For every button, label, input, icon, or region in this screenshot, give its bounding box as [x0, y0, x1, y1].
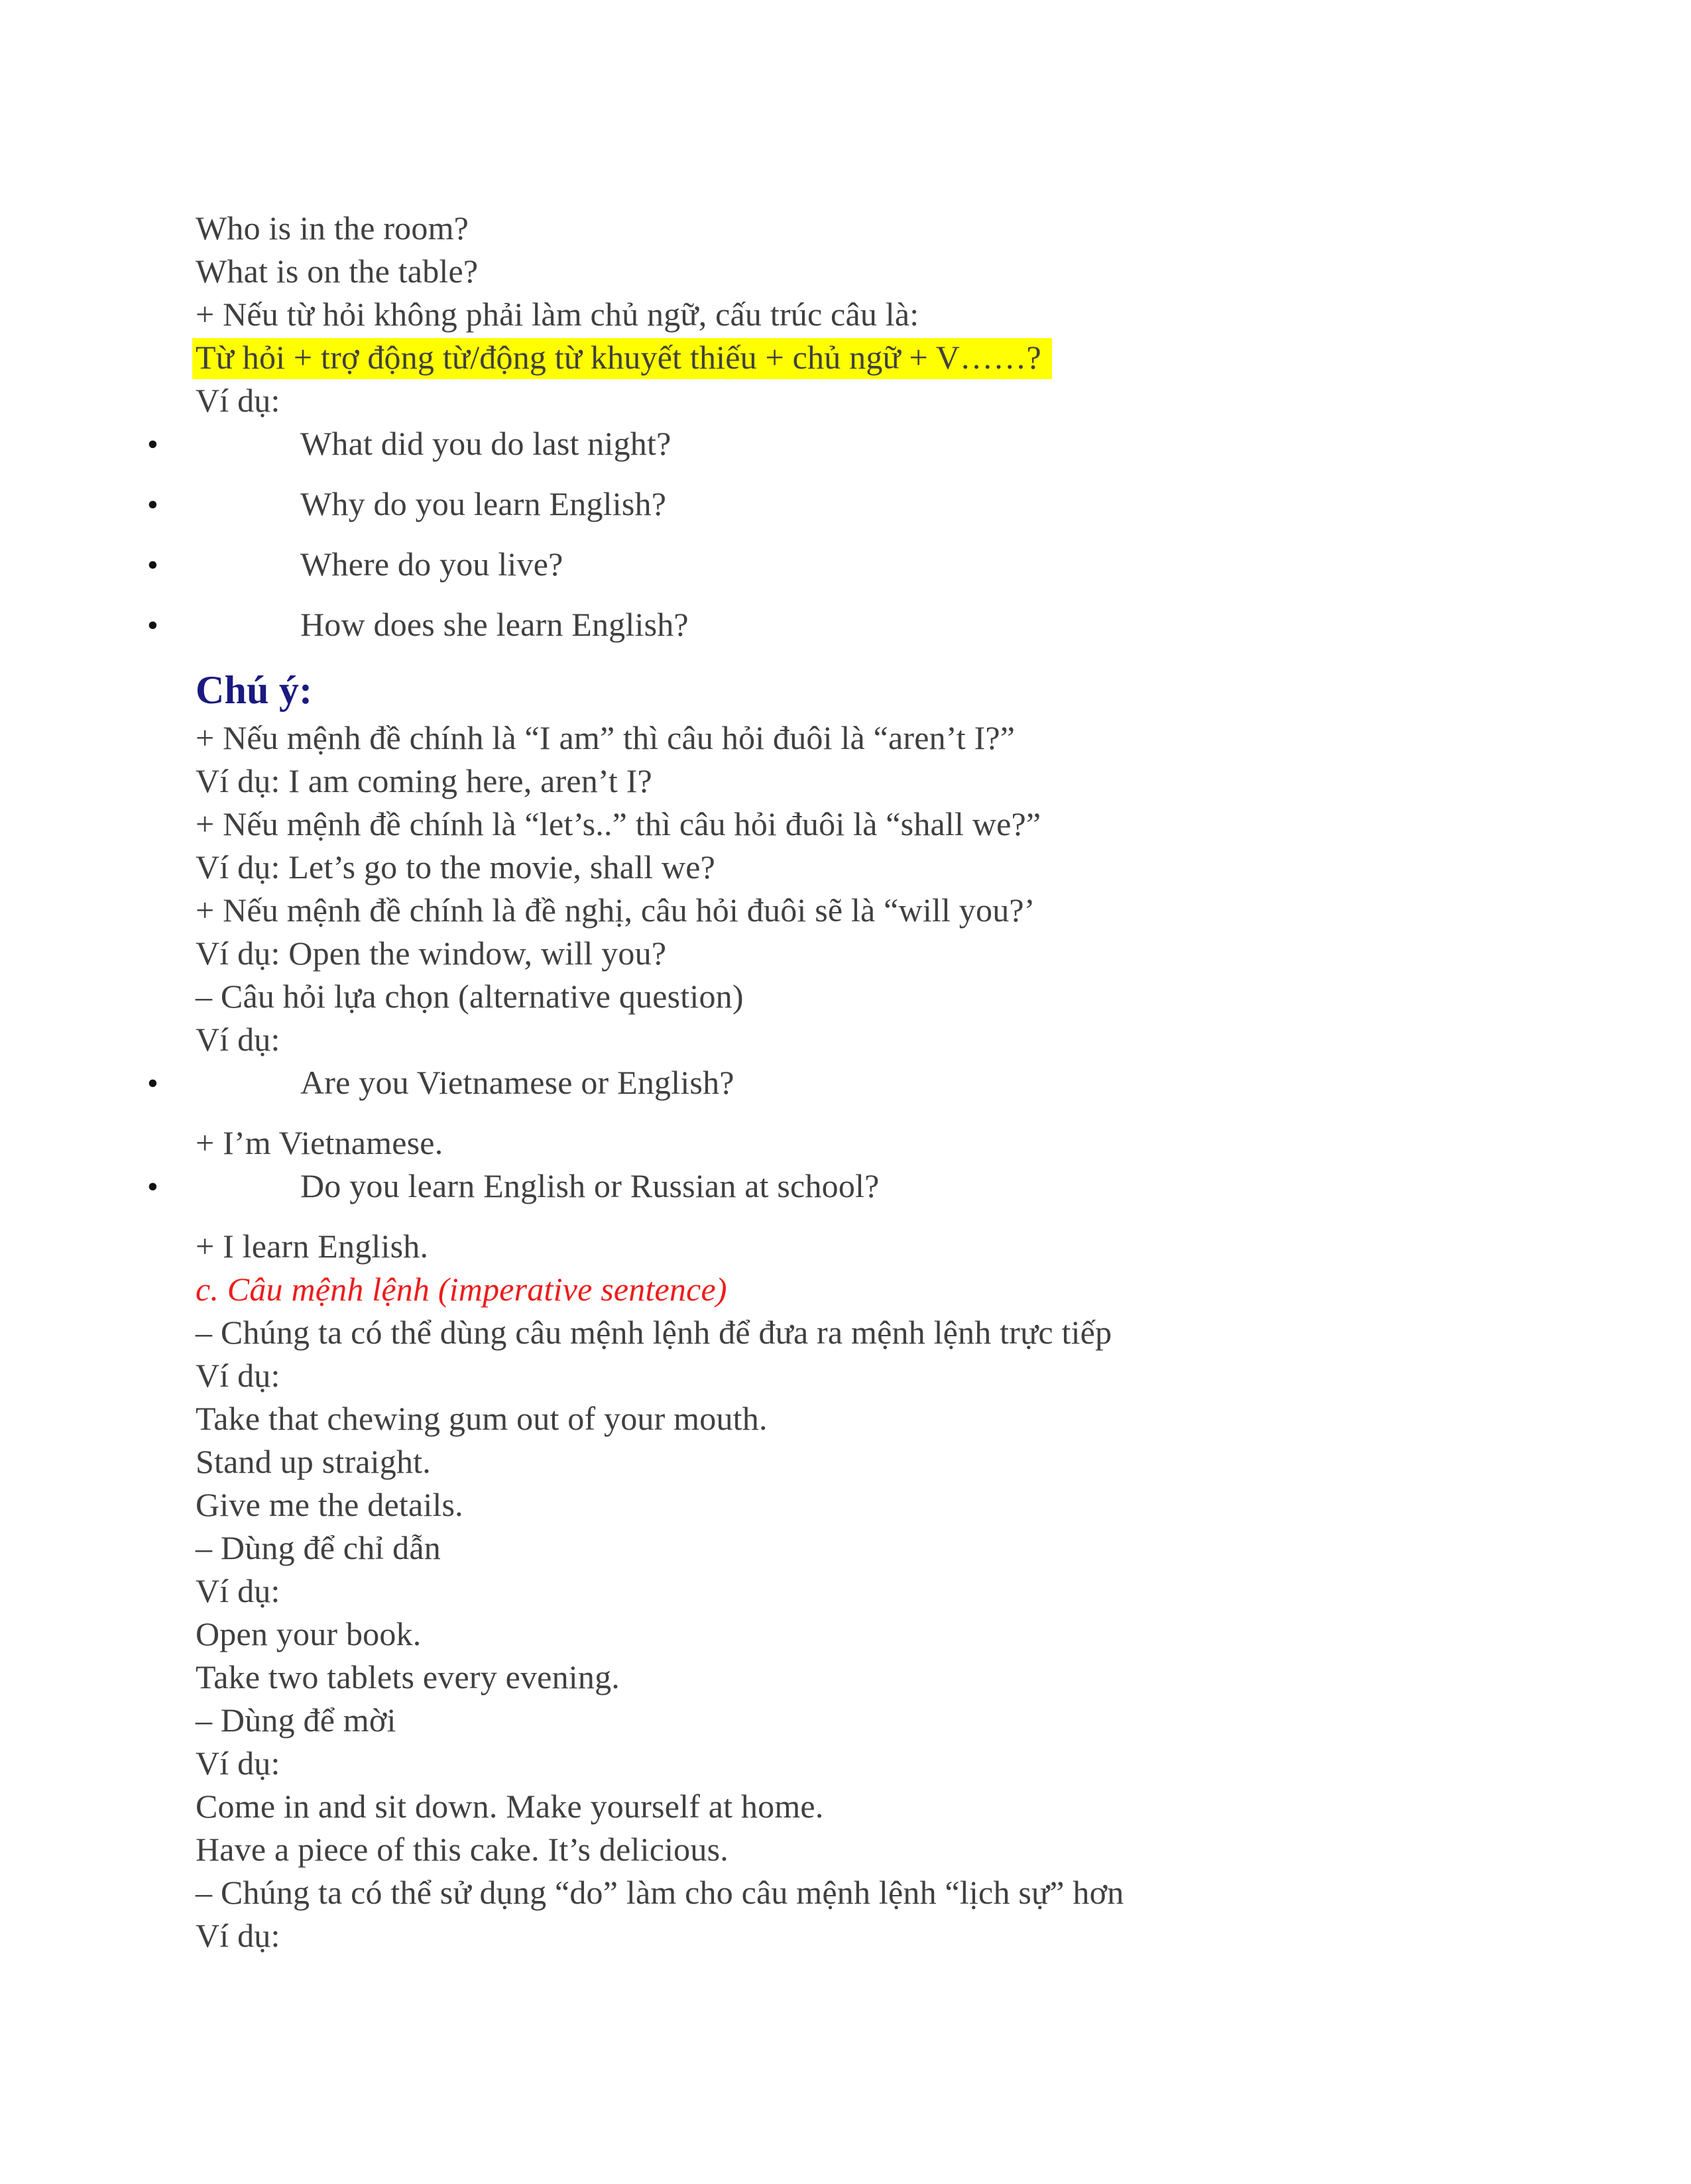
text-line: Take that chewing gum out of your mouth.: [196, 1400, 768, 1437]
note-heading: Chú ý:: [196, 668, 313, 712]
text-line: Ví dụ:: [196, 1572, 280, 1609]
text-line: Stand up straight.: [196, 1443, 431, 1480]
text-line: What is on the table?: [196, 253, 479, 290]
text-line: Ví dụ:: [196, 1021, 280, 1058]
example-bullet-item: • Where do you live?: [300, 543, 1588, 586]
text-line: + Nếu mệnh đề chính là “let’s..” thì câu hỏi đuôi là “shall we?”: [196, 805, 1041, 842]
text-line: + Nếu mệnh đề chính là đề nghị, câu hỏi đuôi sẽ là “will you?’: [196, 891, 1035, 929]
text-line: – Chúng ta có thể sử dụng “do” làm cho câu mệnh lệnh “lịch sự” hơn: [196, 1874, 1124, 1911]
example-bullet-item: • Are you Vietnamese or English?: [300, 1061, 1588, 1104]
text-line: Come in and sit down. Make yourself at home.: [196, 1788, 824, 1825]
text-line: + Nếu mệnh đề chính là “I am” thì câu hỏi đuôi là “aren’t I?”: [196, 719, 1016, 756]
text-line: – Dùng để chỉ dẫn: [196, 1529, 441, 1566]
highlighted-formula-line: [196, 336, 1588, 379]
text-line: + Nếu từ hỏi không phải làm chủ ngữ, cấu trúc câu là:: [196, 296, 919, 333]
text-line: Open your book.: [196, 1615, 422, 1652]
text-line: Ví dụ: I am coming here, aren’t I?: [196, 762, 652, 799]
example-bullet-item: • What did you do last night?: [300, 422, 1588, 465]
text-line: Ví dụ:: [196, 382, 280, 419]
text-line: Ví dụ:: [196, 1357, 280, 1394]
text-line: Who is in the room?: [196, 209, 469, 247]
text-line: Ví dụ: Open the window, will you?: [196, 935, 667, 972]
text-line: – Chúng ta có thể dùng câu mệnh lệnh để đưa ra mệnh lệnh trực tiếp: [196, 1314, 1112, 1351]
example-bullet-item: • Do you learn English or Russian at school?: [300, 1165, 1588, 1208]
example-bullet-item: • Why do you learn English?: [300, 483, 1588, 526]
text-line: Ví dụ: Let’s go to the movie, shall we?: [196, 848, 716, 886]
imperative-section-heading: c. Câu mệnh lệnh (imperative sentence): [196, 1271, 727, 1308]
text-line: Ví dụ:: [196, 1917, 280, 1954]
text-line: Take two tablets every evening.: [196, 1658, 620, 1695]
text-line: + I learn English.: [196, 1228, 429, 1265]
text-line: Ví dụ:: [196, 1745, 280, 1782]
text-line: – Dùng để mời: [196, 1701, 396, 1739]
document-text: [196, 207, 1588, 1957]
text-line: Give me the details.: [196, 1486, 463, 1523]
example-bullet-item: • How does she learn English?: [300, 603, 1588, 646]
highlight-mark: Từ hỏi + trợ động từ/động từ khuyết thiếu + chủ ngữ + V……?: [192, 338, 1052, 379]
text-line: Have a piece of this cake. It’s delicious.: [196, 1831, 729, 1868]
text-line: – Câu hỏi lựa chọn (alternative question): [196, 978, 744, 1015]
text-line: + I’m Vietnamese.: [196, 1124, 443, 1161]
